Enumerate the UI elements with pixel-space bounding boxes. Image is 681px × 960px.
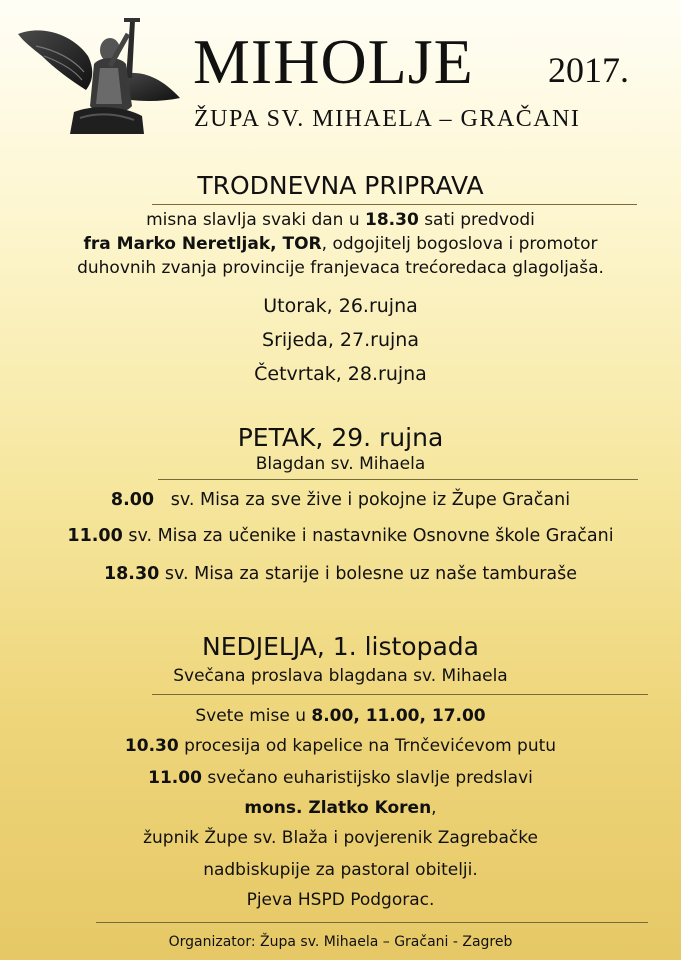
procession-text: procesija od kapelice na Trnčevićevom putu [178, 736, 557, 756]
procession-line [0, 734, 681, 758]
preparation-line-1 [0, 208, 681, 232]
friday-mass-1 [0, 488, 681, 512]
mass-text: sv. Misa za učenike i nastavnike Osnovne škole Gračani [122, 526, 614, 546]
preparation-time: 18.30 [365, 210, 419, 230]
preparation-line-2 [0, 232, 681, 256]
title-year: 2017. [548, 50, 629, 90]
preparation-heading: TRODNEVNA PRIPRAVA [197, 171, 484, 200]
preparation-line-1-suffix: sati predvodi [418, 210, 535, 230]
choir-line: Pjeva HSPD Podgorac. [246, 890, 435, 910]
parish-subtitle: ŽUPA SV. MIHAELA – GRAČANI [194, 106, 581, 132]
eucharist-time: 11.00 [148, 768, 202, 788]
presider-title-1: župnik Župe sv. Blaža i povjerenik Zagrebačke [143, 828, 538, 848]
section-divider [158, 479, 638, 480]
sunday-heading: NEDJELJA, 1. listopada [202, 632, 479, 661]
preparation-line-2-suffix: , odgojitelj bogoslova i promotor [321, 234, 598, 254]
sunday-mass-times: 8.00, 11.00, 17.00 [311, 706, 486, 726]
friday-mass-2 [0, 524, 681, 548]
mass-text: sv. Misa za sve žive i pokojne iz Župe Gračani [154, 490, 571, 510]
organizer-footer: Organizator: Župa sv. Mihaela – Gračani - Zagreb [168, 934, 513, 950]
friday-heading: PETAK, 29. rujna [237, 423, 444, 452]
mass-time: 8.00 [110, 490, 155, 510]
preparation-date-2: Srijeda, 27.rujna [262, 329, 419, 351]
eucharist-text: svečano euharistijsko slavlje predslavi [201, 768, 533, 788]
procession-time: 10.30 [124, 736, 179, 756]
celebrant-name: fra Marko Neretljak, TOR [83, 234, 322, 254]
footer-divider [96, 922, 648, 923]
sunday-masses [0, 704, 681, 728]
sunday-subheading: Svečana proslava blagdana sv. Mihaela [173, 666, 508, 686]
preparation-line-3: duhovnih zvanja provincije franjevaca trećoredaca glagoljaša. [77, 258, 604, 278]
eucharist-line [0, 766, 681, 790]
mass-text: sv. Misa za starije i bolesne uz naše tamburaše [159, 564, 578, 584]
sunday-masses-label: Svete mise u [195, 706, 312, 726]
st-michael-statue-image [14, 6, 184, 136]
mass-time: 18.30 [103, 564, 160, 584]
section-divider [152, 204, 637, 205]
preparation-date-1: Utorak, 26.rujna [263, 295, 418, 317]
friday-mass-3 [0, 562, 681, 586]
page-title: MIHOLJE [193, 26, 474, 97]
presider-line [0, 796, 681, 820]
mass-time: 11.00 [67, 526, 123, 546]
friday-subheading: Blagdan sv. Mihaela [255, 454, 426, 474]
presider-comma: , [431, 798, 437, 818]
presider-title-2: nadbiskupije za pastoral obitelji. [203, 860, 478, 880]
section-divider [152, 694, 648, 695]
preparation-line-1-text: misna slavlja svaki dan u [146, 210, 366, 230]
presider-name: mons. Zlatko Koren [244, 798, 432, 818]
preparation-date-3: Četvrtak, 28.rujna [254, 363, 427, 385]
